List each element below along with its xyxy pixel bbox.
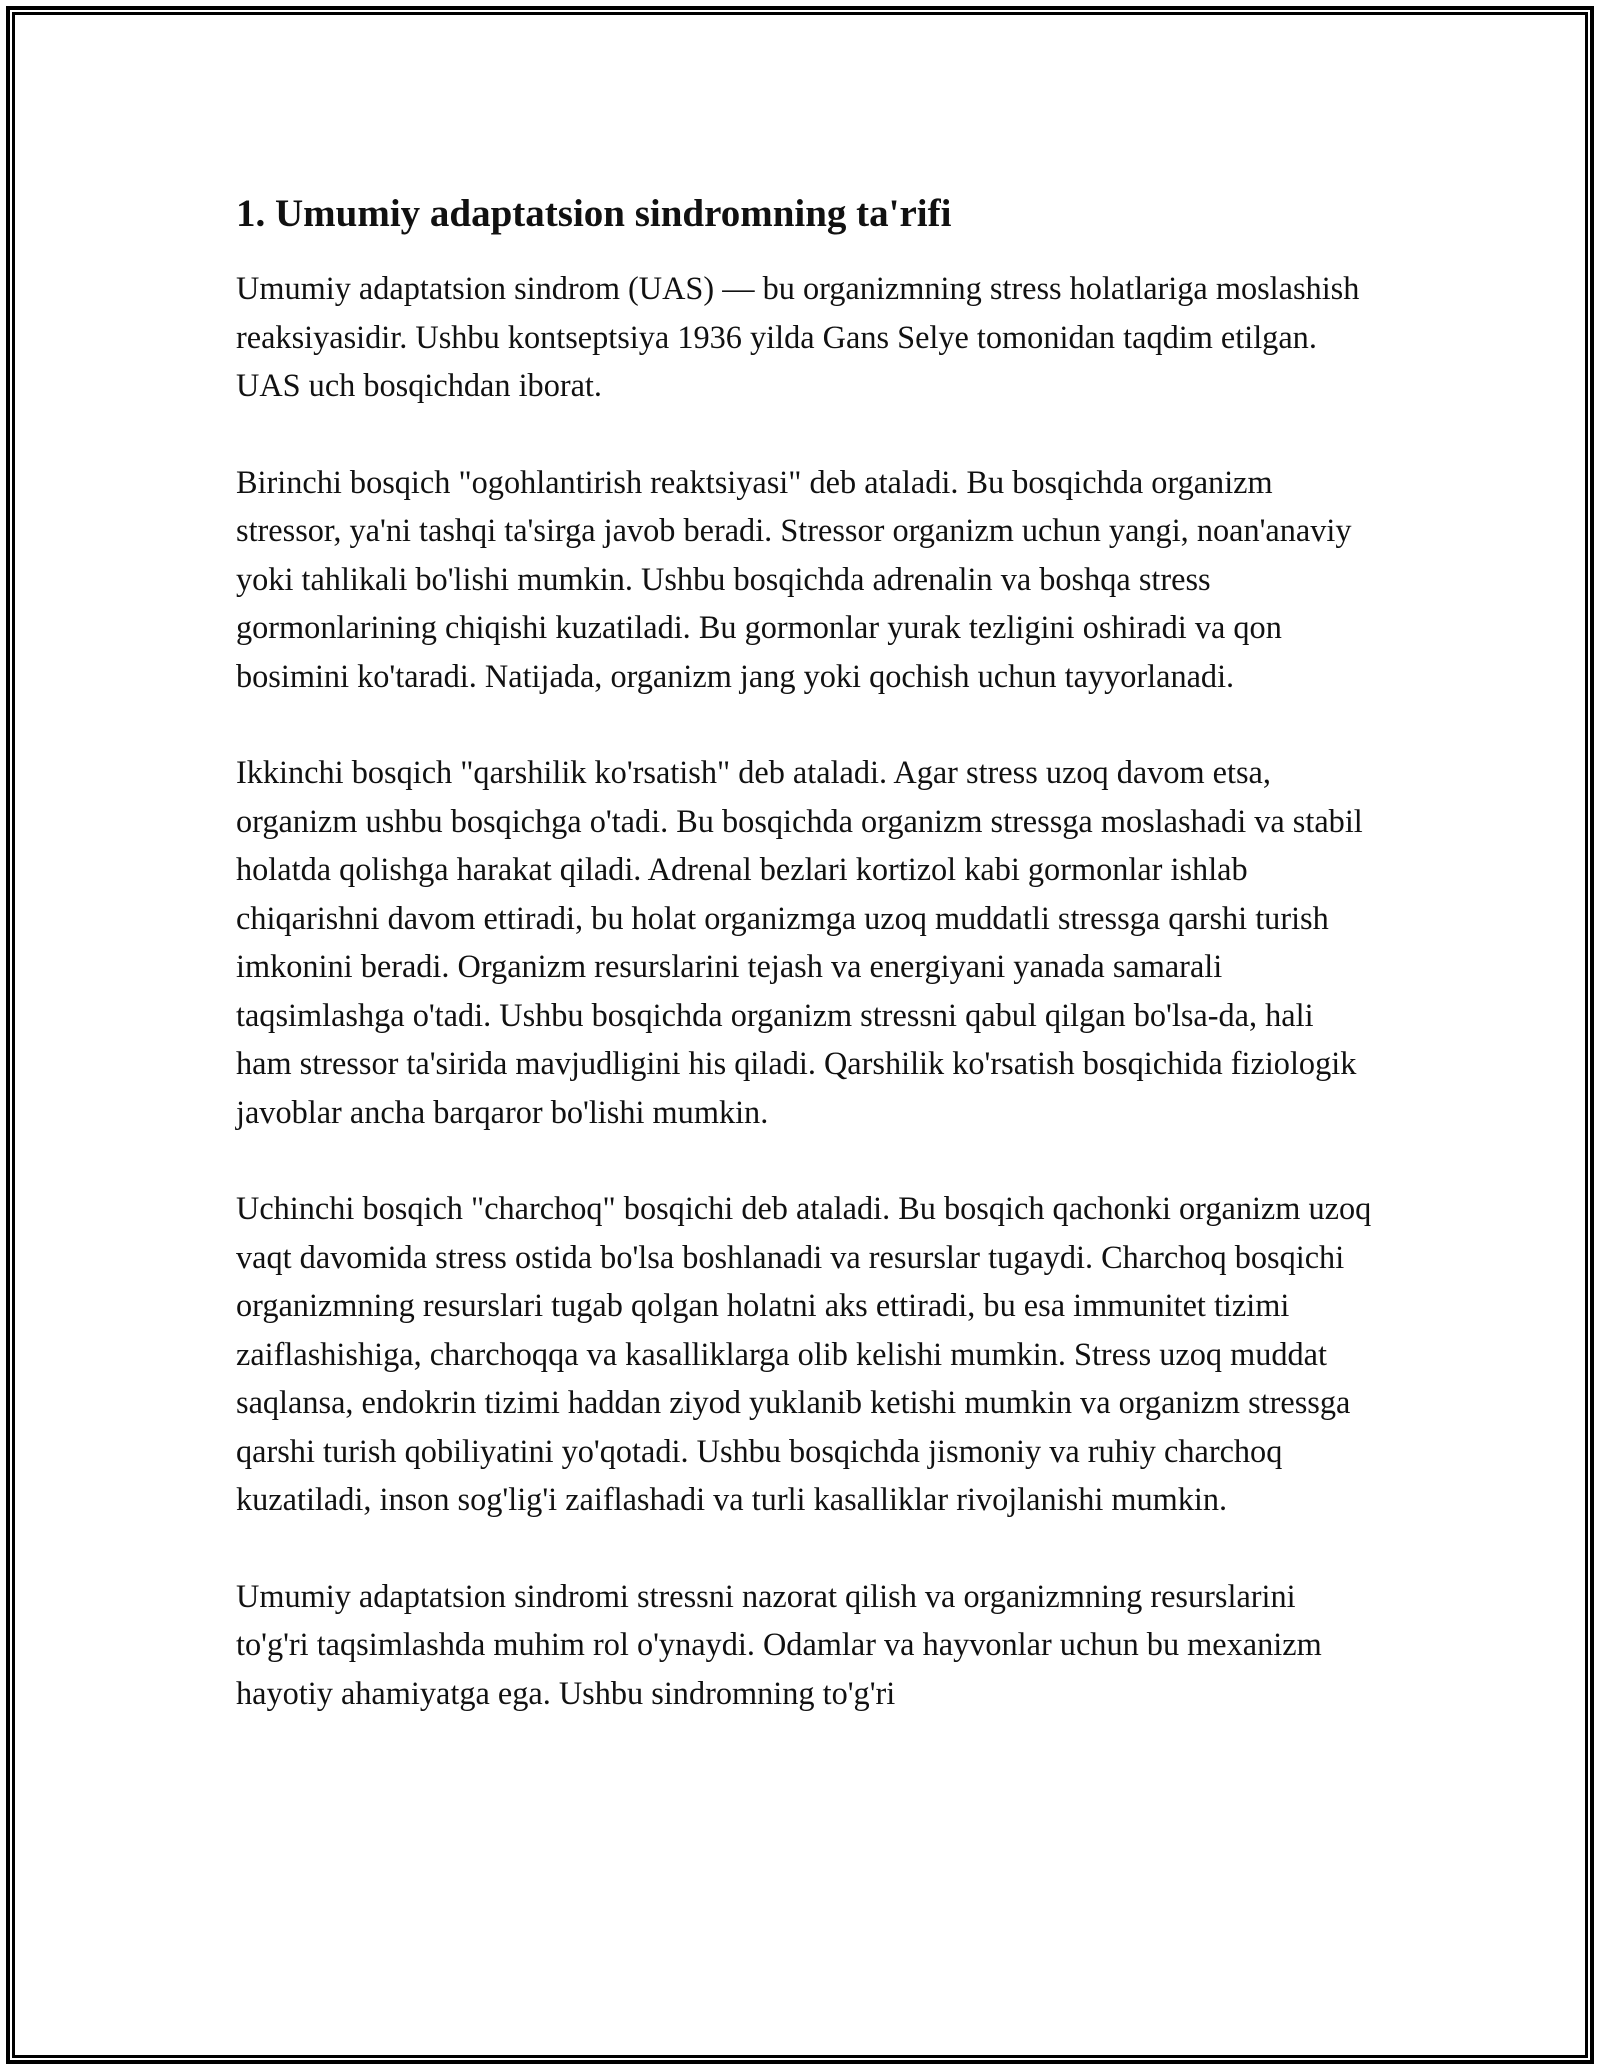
section-heading: 1. Umumiy adaptatsion sindromning ta'rifi [236,192,952,235]
paragraph-stage-two: Ikkinchi bosqich "qarshilik ko'rsatish" deb ataladi. Agar stress uzoq davom etsa, organizm ushbu bosqichga o'tadi. Bu bosqichda organizm stressga moslashadi va stabil holatda qolishga harakat qiladi. Adrenal bezlari kortizol kabi gormonlar ishlab chiqarishni davom ettiradi, bu holat organizmga uzoq muddatli stressga qarshi turish imkonini beradi. Organizm resurslarini tejash va energiyani yanada samarali taqsimlashga o'tadi. Ushbu bosqichda organizm stressni qabul qilgan bo'lsa-da, hali ham stressor ta'sirida mavjudligini his qiladi. Qarshilik ko'rsatish bosqichida fiziologik javoblar ancha barqaror bo'lishi mumkin. [236,754,1363,1130]
paragraph-stage-one: Birinchi bosqich "ogohlantirish reaktsiyasi" deb ataladi. Bu bosqichda organizm stressor, ya'ni tashqi ta'sirga javob beradi. Stressor organizm uchun yangi, noan'anaviy yoki tahlikali bo'lishi mumkin. Ushbu bosqichda adrenalin va boshqa stress gormonlarining chiqishi kuzatiladi. Bu gormonlar yurak tezligini oshiradi va qon bosimini ko'taradi. Natijada, organizm jang yoki qochish uchun tayyorlanadi. [236,463,1352,694]
document-body [236,186,1376,1765]
paragraph-conclusion: Umumiy adaptatsion sindromi stressni nazorat qilish va organizmning resurslarini to'g'ri taqsimlashda muhim rol o'ynaydi. Odamlar va hayvonlar uchun bu mexanizm hayotiy ahamiyatga ega. Ushbu sindromning to'g'ri [236,1577,1322,1711]
paragraph-intro: Umumiy adaptatsion sindrom (UAS) — bu organizmning stress holatlariga moslashish reaksiyasidir. Ushbu kontseptsiya 1936 yilda Gans Selye tomonidan taqdim etilgan. UAS uch bosqichdan iborat. [236,270,1360,403]
paragraph-stage-three: Uchinchi bosqich "charchoq" bosqichi deb ataladi. Bu bosqich qachonki organizm uzoq vaqt davomida stress ostida bo'lsa boshlanadi va resurslar tugaydi. Charchoq bosqichi organizmning resurslari tugab qolgan holatni aks ettiradi, bu esa immunitet tizimi zaiflashishiga, charchoqqa va kasalliklarga olib kelishi mumkin. Stress uzoq muddat saqlansa, endokrin tizimi haddan ziyod yuklanib ketishi mumkin va organizm stressga qarshi turish qobiliyatini yo'qotadi. Ushbu bosqichda jismoniy va ruhiy charchoq kuzatiladi, inson sog'lig'i zaiflashadi va turli kasalliklar rivojlanishi mumkin. [236,1190,1372,1517]
